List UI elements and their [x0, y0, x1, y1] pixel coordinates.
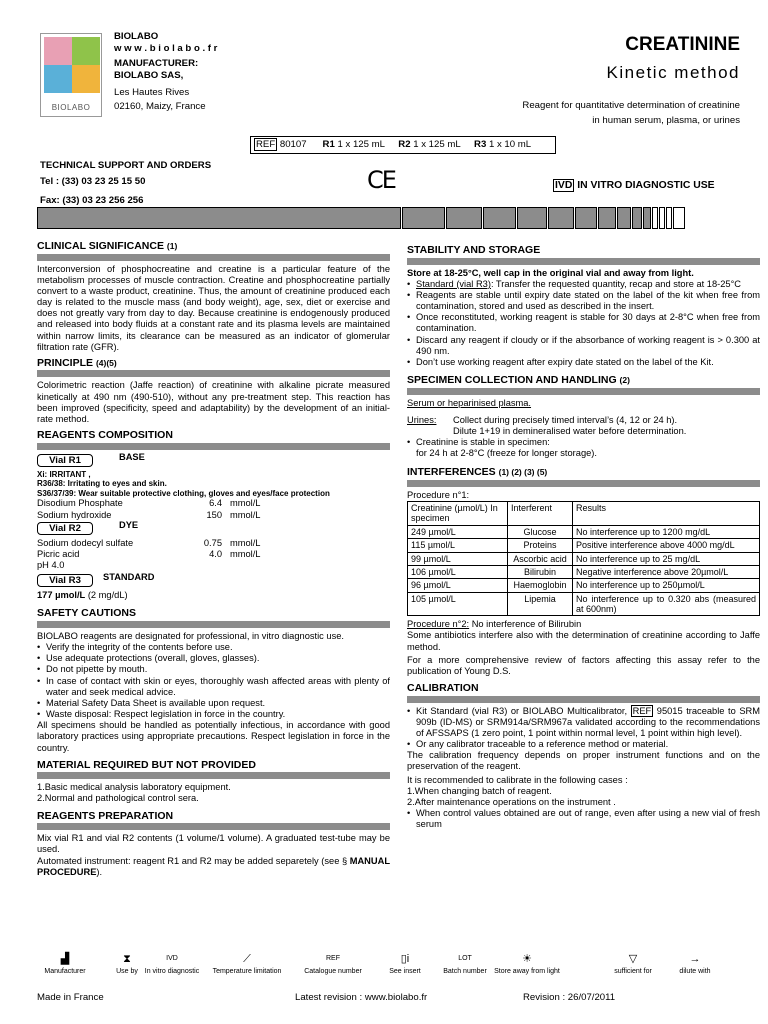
legend-label: See insert	[389, 968, 421, 975]
composition-row	[37, 510, 390, 521]
calib-list-item: 1.When changing batch of reagent.	[407, 785, 552, 796]
composition-row	[37, 549, 390, 560]
legend-item	[487, 950, 567, 976]
bullet-text: Reagents are stable until expiry date stated on the label of the kit when free from contamination, stored and used as described in the insert.	[416, 289, 760, 312]
table-cell: 105 µmol/L	[408, 592, 508, 616]
footer-revision-site: Latest revision : www.biolabo.fr	[295, 992, 428, 1003]
factory-icon: ▟	[60, 953, 70, 965]
ivd-text: IN VITRO DIAGNOSTIC USE	[574, 180, 715, 191]
component-unit: mmol/L	[230, 498, 261, 509]
bullet-text: Use adequate protections (overall, gloves, glasses).	[46, 653, 260, 664]
legend-label: Catalogue number	[304, 968, 362, 975]
r1-hazard-s: S36/37/39: Wear suitable protective clothing, gloves and eyes/face protection	[37, 488, 330, 498]
bullet-text: Verify the integrity of the contents before use.	[46, 642, 233, 653]
vial-r3-row	[37, 574, 390, 587]
legend-label: In vitro diagnostic	[144, 968, 200, 975]
strip-segment	[575, 207, 597, 229]
table-cell: Bilirubin	[508, 565, 573, 578]
strip-segment	[617, 207, 631, 229]
temperature-icon: ⟋	[243, 953, 251, 965]
manufacturer-label: MANUFACTURER:	[114, 57, 199, 69]
legend-item	[132, 950, 212, 976]
r1-composition	[37, 498, 390, 520]
strip-segment	[659, 207, 665, 229]
ivd-icon: IVD	[555, 180, 573, 191]
bullet-text: Don’t use working reagent after expiry date stated on the label of the Kit.	[416, 356, 714, 367]
r2-composition	[37, 538, 390, 560]
calib-bullet3: • When control values obtained are out of range, even after using a new vial of fresh serum	[407, 808, 760, 830]
clinical-title: CLINICAL SIGNIFICANCE (1)	[37, 240, 390, 261]
strip-segment	[517, 207, 547, 229]
strip-segment	[37, 207, 401, 229]
r2-label: R2	[398, 139, 411, 150]
specimen-bullet: • Creatinine is stable in specimen: for 24 h at 2-8°C (freeze for longer storage).	[407, 437, 597, 459]
legend-label: Store away from light	[494, 968, 560, 975]
stability-list	[407, 290, 760, 368]
left-column	[37, 240, 390, 878]
strip-segment	[548, 207, 574, 229]
legend-label: Use by	[116, 968, 138, 975]
stability-bullet: • Standard (vial R3): Transfer the requested quantity, recap and store at 18-25°C	[407, 278, 741, 289]
composition-row	[37, 498, 390, 509]
ref-icon: REF	[256, 139, 276, 150]
ref-icon: REF	[632, 705, 652, 716]
purpose-line1: Reagent for quantitative determination of creatinine	[522, 100, 740, 111]
table-cell: Positive interference above 4000 mg/dL	[573, 539, 760, 552]
table-cell: No interference up to 1200 mg/dL	[573, 525, 760, 538]
strip-segment	[632, 207, 642, 229]
bullet-text: In case of contact with skin or eyes, thoroughly wash affected areas with plenty of water and seek medical advice.	[46, 675, 390, 697]
component-unit: mmol/L	[230, 509, 261, 520]
interferences-title: INTERFERENCES (1) (2) (3) (5)	[407, 466, 760, 487]
ivd-icon: IVD	[166, 955, 178, 962]
principle-title: PRINCIPLE (4)(5)	[37, 357, 390, 378]
table-cell: No interference up to 0.320 abs (measured at 600nm)	[573, 592, 760, 616]
footer-made-in: Made in France	[37, 992, 104, 1003]
bullet-item	[37, 653, 390, 664]
bullet-dot: •	[37, 697, 41, 708]
component-value: 150	[206, 509, 222, 520]
legend-item	[293, 950, 373, 976]
logo-text: BIOLABO	[51, 103, 91, 113]
bullet-dot: •	[407, 289, 411, 300]
strip-segment	[402, 207, 445, 229]
bullet-dot: •	[37, 709, 41, 720]
component-name: Sodium dodecyl sulfate	[37, 537, 134, 548]
material-item: 1.Basic medical analysis laboratory equipment.	[37, 782, 231, 793]
specimen-urines: Urines: Collect during precisely timed interval’s (4, 12 or 24 h). Dilute 1+19 in demineralised water before determination.	[407, 414, 687, 436]
strip-segment	[446, 207, 482, 229]
legend-item	[207, 950, 287, 976]
ref-box	[250, 136, 556, 154]
calib-text1: The calibration frequency depends on proper instrument functions and on the preservation of the reagent.	[407, 750, 760, 772]
table-row	[408, 565, 760, 578]
legend-label: Batch number	[443, 968, 487, 975]
r3-label: R3	[474, 139, 487, 150]
sun-icon: ☀	[522, 953, 532, 965]
prep-text2: Automated instrument: reagent R1 and R2 may be added separetely (see § MANUAL PROCEDURE).	[37, 855, 390, 877]
table-cell: Haemoglobin	[508, 579, 573, 592]
bullet-item	[37, 698, 390, 709]
book-icon: ▯i	[400, 953, 410, 965]
lot-icon: LOT	[458, 955, 472, 962]
company-url: w w w . b i o l a b o . f r	[114, 42, 218, 54]
safety-list	[37, 642, 390, 720]
table-header-cell: Interferent	[508, 502, 573, 526]
procedure1-label: Procedure n°1:	[407, 489, 470, 500]
calib-text2: It is recommended to calibrate in the following cases :	[407, 774, 628, 785]
strip-segment	[652, 207, 658, 229]
table-cell: No interference up to 250µmol/L	[573, 579, 760, 592]
r1-hazard-r: R36/38: Irritating to eyes and skin.	[37, 479, 167, 489]
right-column	[407, 244, 760, 830]
table-row	[408, 579, 760, 592]
bullet-dot: •	[407, 334, 411, 345]
r1-volume: 1 x 125 mL	[337, 139, 385, 150]
legend-label: dilute with	[679, 968, 711, 975]
grey-bar-strip	[37, 207, 727, 229]
legend-label: Manufacturer	[44, 968, 86, 975]
vial-r2-badge: Vial R2	[37, 522, 93, 535]
bullet-item	[407, 312, 760, 334]
vial-r1-badge: Vial R1	[37, 454, 93, 467]
biolabo-logo	[40, 33, 102, 117]
component-name: Sodium hydroxide	[37, 509, 112, 520]
component-value: 4.0	[209, 548, 222, 559]
table-cell: Glucose	[508, 525, 573, 538]
specimen-title: SPECIMEN COLLECTION AND HANDLING (2)	[407, 374, 760, 395]
principle-text: Colorimetric reaction (Jaffe reaction) of creatinine with alkaline picrate measured kinetically at 490 nm (490-510), without any pre-treatment step. This reaction has been improved (specificity, speed and adaptability) by the development of an initial-rate method.	[37, 380, 390, 424]
bullet-item	[37, 676, 390, 698]
r3-concentration: 177 µmol/L (2 mg/dL)	[37, 590, 128, 601]
bullet-text: Discard any reagent if cloudy or if the absorbance of working reagent is > 0.300 at 490 nm.	[416, 334, 760, 356]
table-cell: Lipemia	[508, 592, 573, 616]
strip-segment	[666, 207, 672, 229]
bullet-item	[407, 357, 760, 368]
vial-r3-name: STANDARD	[103, 572, 155, 583]
table-cell: 115 µmol/L	[408, 539, 508, 552]
product-title: CREATININE	[625, 34, 740, 55]
bullet-item	[407, 290, 760, 312]
table-cell: Negative interference above 20µmol/L	[573, 565, 760, 578]
table-row	[408, 552, 760, 565]
logo-quadrant-green	[72, 37, 100, 65]
footer-revision-date: Revision : 26/07/2011	[523, 992, 616, 1003]
table-header-cell: Creatinine (µmol/L) In specimen	[408, 502, 508, 526]
company-block	[114, 31, 217, 113]
clinical-text: Interconversion of phosphocreatine and creatine is a particular feature of the metabolism processes of muscle contraction. Creatine and phosphocreatine partially convert to a waste product, creatinine. Thus, the amount of creatinine produced each day is related to the muscle mass (and body weight), age, sex, diet or exercise and does not greatly vary from day to day. Because creatinine is endogenously produced and released into body fluids at a constant rate and its plasma levels are maintained within narrow limits, its clearance can be measured as an indicator of glomerular filtration rate (GFR).	[37, 263, 390, 352]
table-header-cell: Results	[573, 502, 760, 526]
manufacturer-name: BIOLABO SAS,	[114, 69, 184, 81]
safety-intro: BIOLABO reagents are designated for professional, in vitro diagnostic use.	[37, 630, 344, 641]
table-row	[408, 539, 760, 552]
prep-title: REAGENTS PREPARATION	[37, 810, 390, 831]
bullet-dot: •	[37, 675, 41, 686]
bullet-item	[37, 664, 390, 675]
component-value: 6.4	[209, 498, 222, 509]
material-item: 2.Normal and pathological control sera.	[37, 793, 199, 804]
logo-quadrant-pink	[44, 37, 72, 65]
component-value: 0.75	[203, 537, 222, 548]
stability-title: STABILITY AND STORAGE	[407, 244, 760, 265]
safety-title: SAFETY CAUTIONS	[37, 607, 390, 628]
product-purpose	[522, 99, 740, 129]
ref-icon: REF	[326, 955, 340, 962]
legend-label: Temperature limitation	[212, 968, 282, 975]
stability-storage: Store at 18-25°C, well cap in the original vial and away from light.	[407, 267, 694, 278]
bullet-text: Do not pipette by mouth.	[46, 664, 148, 675]
component-name: Picric acid	[37, 548, 80, 559]
calib-list-item: 2.After maintenance operations on the instrument .	[407, 796, 616, 807]
support-fax: Fax: (33) 03 23 256 256	[40, 195, 144, 206]
prep-text1: Mix vial R1 and vial R2 contents (1 volume/1 volume). A graduated test-tube may be used.	[37, 833, 390, 855]
bullet-dot: •	[37, 642, 41, 653]
logo-quadrant-orange	[72, 65, 100, 93]
table-cell: 96 µmol/L	[408, 579, 508, 592]
bullet-text: Once reconstituted, working reagent is stable for 30 days at 2-8°C when free from contamination.	[416, 312, 760, 334]
reagents-title: REAGENTS COMPOSITION	[37, 429, 390, 450]
bullet-dot: •	[407, 356, 411, 367]
logo-quadrant-blue	[44, 65, 72, 93]
sufficient-icon: ▽	[628, 953, 638, 965]
table-cell: No interference up to 25 mg/dL	[573, 552, 760, 565]
r2-ph: pH 4.0	[37, 560, 65, 571]
address-line1: Les Hautes Rives	[114, 86, 190, 98]
table-row	[408, 525, 760, 538]
ivd-use	[553, 180, 715, 192]
bullet-dot: •	[407, 312, 411, 323]
vial-r2-row	[37, 519, 390, 535]
table-cell: 99 µmol/L	[408, 552, 508, 565]
arrow-icon: →	[689, 953, 701, 965]
strip-segment	[673, 207, 685, 229]
bullet-item	[37, 709, 390, 720]
material-title: MATERIAL REQUIRED BUT NOT PROVIDED	[37, 759, 390, 780]
strip-segment	[598, 207, 616, 229]
address-line2: 02160, Maizy, France	[114, 100, 206, 112]
strip-segment	[483, 207, 516, 229]
company-name: BIOLABO	[114, 31, 159, 42]
legend-label: sufficient for	[614, 968, 652, 975]
bullet-item	[407, 335, 760, 357]
calib-bullet1: • Kit Standard (vial R3) or BIOLABO Multicalibrator, REF 95015 traceable to SRM 909b (ID-MS) or SRM914a/SRM967a validated according to the recommendations of AFSSAPS (1 zero point, 1 point within normal level, 1 point within high level).	[407, 705, 760, 738]
table-cell: Ascorbic acid	[508, 552, 573, 565]
symbol-legend	[40, 950, 720, 980]
legend-item	[655, 950, 735, 976]
bullet-text: Waste disposal: Respect legislation in force in the country.	[46, 709, 286, 720]
ref-number: 80107	[279, 139, 307, 150]
vial-r1-row	[37, 451, 390, 467]
bullet-item	[37, 642, 390, 653]
table-row	[408, 592, 760, 616]
calibration-title: CALIBRATION	[407, 682, 760, 703]
calib-bullet2: • Or any calibrator traceable to a reference method or material.	[407, 739, 669, 750]
r3-volume: 1 x 10 mL	[488, 139, 532, 150]
vial-r2-name: DYE	[119, 519, 139, 530]
safety-outro: All specimens should be handled as potentially infectious, in accordance with good laboratory practices using appropriate precautions. Respect legislation in force in the country.	[37, 720, 390, 753]
bullet-text: Material Safety Data Sheet is available upon request.	[46, 697, 266, 708]
vial-r3-badge: Vial R3	[37, 574, 93, 587]
interferences-table	[407, 501, 760, 616]
interf-text1: Some antibiotics interfere also with the determination of creatinine according to Jaffe method.	[407, 630, 760, 652]
table-cell: 249 µmol/L	[408, 525, 508, 538]
specimen-serum: Serum or heparinised plasma.	[407, 397, 532, 408]
vial-r1-name: BASE	[119, 451, 145, 462]
ce-mark-icon: CE	[367, 166, 395, 194]
support-title: TECHNICAL SUPPORT AND ORDERS	[40, 160, 212, 171]
bullet-dot: •	[37, 664, 41, 675]
bullet-dot: •	[37, 653, 41, 664]
component-unit: mmol/L	[230, 548, 261, 559]
component-name: Disodium Phosphate	[37, 498, 123, 509]
r2-volume: 1 x 125 mL	[413, 139, 461, 150]
table-cell: 106 µmol/L	[408, 565, 508, 578]
purpose-line2: in human serum, plasma, or urines	[592, 114, 740, 126]
composition-row	[37, 538, 390, 549]
table-header-row	[408, 502, 760, 526]
procedure2: Procedure n°2: No interference of Bilirubin	[407, 619, 582, 630]
component-unit: mmol/L	[230, 537, 261, 548]
strip-segment	[643, 207, 651, 229]
support-tel: Tel : (33) 03 23 25 15 50	[40, 176, 146, 187]
r1-label: R1	[322, 139, 335, 150]
hourglass-icon: ⧗	[123, 953, 131, 965]
r1-hazard-xi: Xi: IRRITANT ,	[37, 469, 91, 479]
table-cell: Proteins	[508, 539, 573, 552]
product-subtitle: Kinetic method	[606, 63, 740, 82]
interf-text2: For a more comprehensive review of factors affecting this assay refer to the publication of Young D.S.	[407, 654, 760, 676]
